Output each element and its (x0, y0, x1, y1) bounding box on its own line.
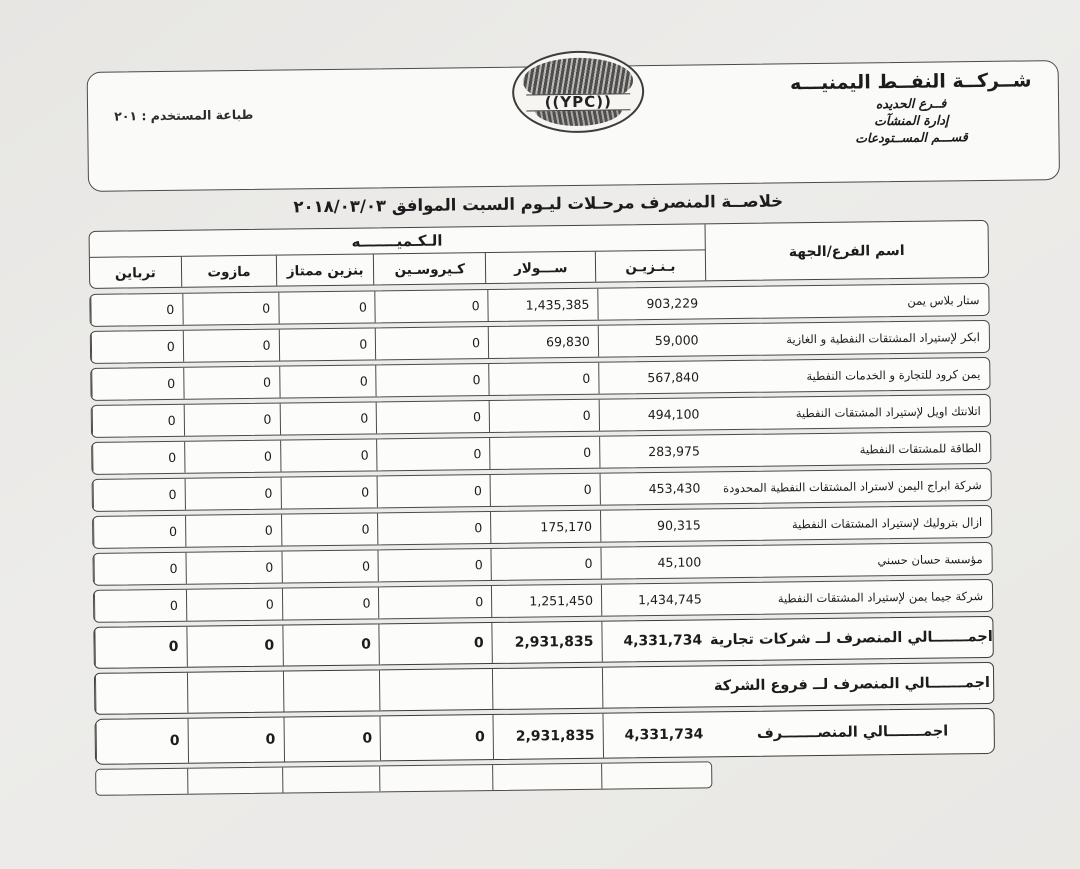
benzine-value-cell: 567,840 (598, 361, 707, 393)
premium-benzine-value-cell: 0 (279, 402, 376, 434)
kerosene-total-cell: 0 (379, 623, 492, 664)
table-row (90, 320, 990, 364)
turbine-total-cell: 0 (94, 627, 186, 668)
premium-benzine-value-cell: 0 (280, 476, 377, 508)
diesel-value-cell: 0 (489, 400, 599, 432)
table-row (90, 357, 990, 401)
empty-bottom-strip (95, 758, 995, 796)
premium-benzine-grand-total-cell: 0 (283, 716, 380, 761)
benzine-value-cell: 1,434,745 (601, 583, 710, 615)
benzine-value-cell: 59,000 (598, 324, 707, 356)
table-row (89, 283, 989, 327)
company-block (786, 69, 1037, 146)
entity-name-cell: ستار بلاس يمن (907, 292, 980, 308)
kerosene-value-cell: 0 (375, 290, 488, 322)
table-header (89, 220, 990, 289)
premium-benzine-value-cell: 0 (280, 439, 377, 471)
turbine-value-cell: 0 (93, 516, 185, 548)
column-header-entity-name: اسم الفرع/الجهة (788, 242, 905, 260)
diesel-value-cell: 0 (490, 474, 600, 506)
empty-cell (602, 762, 711, 788)
kerosene-value-cell: 0 (377, 475, 490, 507)
kerosene-value-cell: 0 (375, 327, 488, 359)
table-row (92, 468, 992, 512)
seal-ypc-text: ((YPC)) (544, 92, 613, 112)
turbine-total-cell (95, 673, 187, 714)
premium-benzine-value-cell: 0 (279, 365, 376, 397)
turbine-value-cell: 0 (90, 294, 182, 326)
diesel-value-cell: 0 (489, 437, 599, 469)
kerosene-value-cell: 0 (376, 364, 489, 396)
turbine-value-cell: 0 (94, 553, 186, 585)
table-row (93, 579, 993, 623)
kerosene-grand-total-cell: 0 (380, 715, 493, 760)
company-name: شــركــة النفــط اليمنيـــه (789, 69, 1032, 95)
user-print-label: طباعة المستخدم : ٢٠١ (114, 106, 254, 124)
benzine-value-cell: 45,100 (600, 546, 709, 578)
mazut-value-cell: 0 (185, 552, 281, 584)
mazut-value-cell: 0 (183, 330, 279, 362)
kerosene-value-cell: 0 (378, 549, 491, 581)
diesel-total-cell (492, 668, 602, 709)
letterhead-box (87, 60, 1060, 192)
seal-band (526, 93, 631, 111)
empty-cell (284, 766, 381, 792)
table-row (92, 505, 992, 549)
kerosene-value-cell: 0 (378, 586, 491, 618)
table-body (89, 283, 993, 623)
grand-total-label: اجمـــــــالي المنصـــــــرف (756, 723, 949, 742)
benzine-value-cell: 283,975 (599, 435, 708, 467)
diesel-value-cell: 0 (488, 363, 598, 395)
benzine-total-cell (602, 666, 711, 707)
table-row (91, 394, 991, 438)
entity-name-cell: ازال بتروليك لإستيراد المشتقات النفطية (791, 514, 983, 531)
company-section: قســـم المســتودعات (855, 129, 968, 146)
benzine-value-cell: 903,229 (597, 287, 706, 319)
diesel-value-cell: 1,251,450 (491, 585, 601, 617)
table-row (92, 542, 992, 586)
empty-numeric-strip (95, 761, 712, 796)
company-department: إدارة المنشآت (873, 112, 949, 129)
mazut-value-cell: 0 (184, 441, 280, 473)
turbine-value-cell: 0 (92, 405, 184, 437)
document-page (74, 46, 1073, 796)
mazut-grand-total-cell: 0 (187, 718, 283, 763)
diesel-value-cell: 69,830 (488, 326, 598, 358)
mazut-total-cell (187, 672, 283, 713)
benzine-value-cell: 90,315 (600, 509, 709, 541)
column-header-kerosene: كـيروسـين (374, 253, 487, 285)
empty-cell (96, 769, 188, 795)
entity-name-cell: اتلانتك اويل لإستيراد المشتقات النفطية (795, 403, 981, 420)
kerosene-total-cell (379, 669, 492, 710)
total-label: اجمـــــــالي المنصرف لــ شركات تجارية (709, 628, 993, 649)
empty-name-area (712, 758, 995, 788)
benzine-total-cell: 4,331,734 (601, 620, 710, 661)
kerosene-value-cell: 0 (376, 438, 489, 470)
premium-benzine-total-cell (283, 670, 380, 711)
column-header-benzine: بـنـزيـن (625, 258, 676, 275)
kerosene-value-cell: 0 (377, 512, 490, 544)
table-row (91, 431, 991, 475)
column-header-diesel: ســـولار (486, 252, 596, 284)
grand-total-row (95, 708, 995, 765)
kerosene-value-cell: 0 (376, 401, 489, 433)
entity-name-cell: مؤسسة حسان حسني (877, 551, 983, 567)
diesel-value-cell: 175,170 (490, 511, 600, 543)
benzine-value-cell: 453,430 (599, 472, 708, 504)
column-header-turbine: ترباين (90, 257, 182, 289)
entity-name-cell: يمن كرود للتجارة و الخدمات النفطية (806, 366, 981, 383)
mazut-value-cell: 0 (183, 404, 279, 436)
empty-cell (493, 764, 603, 790)
mazut-value-cell: 0 (184, 478, 280, 510)
total-row-company-branches (94, 662, 994, 715)
report-title: خلاصــة المنصرف مرحـلات ليـوم السبت الموافق ٢٠١٨/٠٣/٠٣ (293, 191, 784, 217)
company-branch: فــرع الحديده (875, 95, 947, 112)
entity-name-cell: ابكر لإستيراد المشتقات النفطية و الغازية (786, 329, 980, 346)
benzine-value-cell: 494,100 (599, 398, 708, 430)
product-column-headers (90, 250, 706, 289)
turbine-value-cell: 0 (92, 442, 184, 474)
turbine-grand-total-cell: 0 (96, 719, 188, 764)
seal-oval (512, 50, 645, 134)
entity-name-cell: شركة جيما يمن لإستيراد المشتقات النفطية (777, 588, 984, 606)
premium-benzine-value-cell: 0 (281, 550, 378, 582)
premium-benzine-value-cell: 0 (281, 513, 378, 545)
diesel-total-cell: 2,931,835 (491, 622, 601, 663)
benzine-grand-total-cell: 4,331,734 (602, 712, 711, 757)
mazut-value-cell: 0 (183, 367, 279, 399)
premium-benzine-value-cell: 0 (282, 587, 379, 619)
turbine-value-cell: 0 (91, 368, 183, 400)
mazut-value-cell: 0 (186, 589, 282, 621)
diesel-grand-total-cell: 2,931,835 (493, 714, 603, 759)
diesel-value-cell: 0 (491, 548, 601, 580)
entity-name-cell: الطاقة للمشتقات النفطية (859, 440, 982, 457)
mazut-value-cell: 0 (185, 515, 281, 547)
diesel-value-cell: 1,435,385 (487, 289, 597, 321)
quantity-header-group (90, 224, 706, 289)
turbine-value-cell: 0 (91, 331, 183, 363)
empty-cell (380, 765, 493, 791)
total-label: اجمـــــــالي المنصرف لــ فروع الشركة (713, 674, 991, 695)
column-header-premium-benzine: بنزين ممتاز (277, 254, 374, 286)
premium-benzine-value-cell: 0 (278, 291, 375, 323)
total-row-commercial-companies (93, 616, 993, 669)
mazut-total-cell: 0 (186, 626, 282, 667)
summary-table (89, 220, 996, 796)
empty-cell (188, 768, 284, 794)
entity-name-cell: شركة ابراج اليمن لاستراد المشتقات النفطية المحدودة (723, 477, 982, 495)
premium-benzine-value-cell: 0 (278, 328, 375, 360)
mazut-value-cell: 0 (182, 293, 278, 325)
premium-benzine-total-cell: 0 (282, 624, 379, 665)
column-header-mazut: مازوت (182, 256, 278, 288)
quantity-group-label: الـكـميـــــــه (90, 224, 706, 258)
turbine-value-cell: 0 (93, 479, 185, 511)
company-seal-logo (512, 50, 645, 134)
turbine-value-cell: 0 (94, 590, 186, 622)
